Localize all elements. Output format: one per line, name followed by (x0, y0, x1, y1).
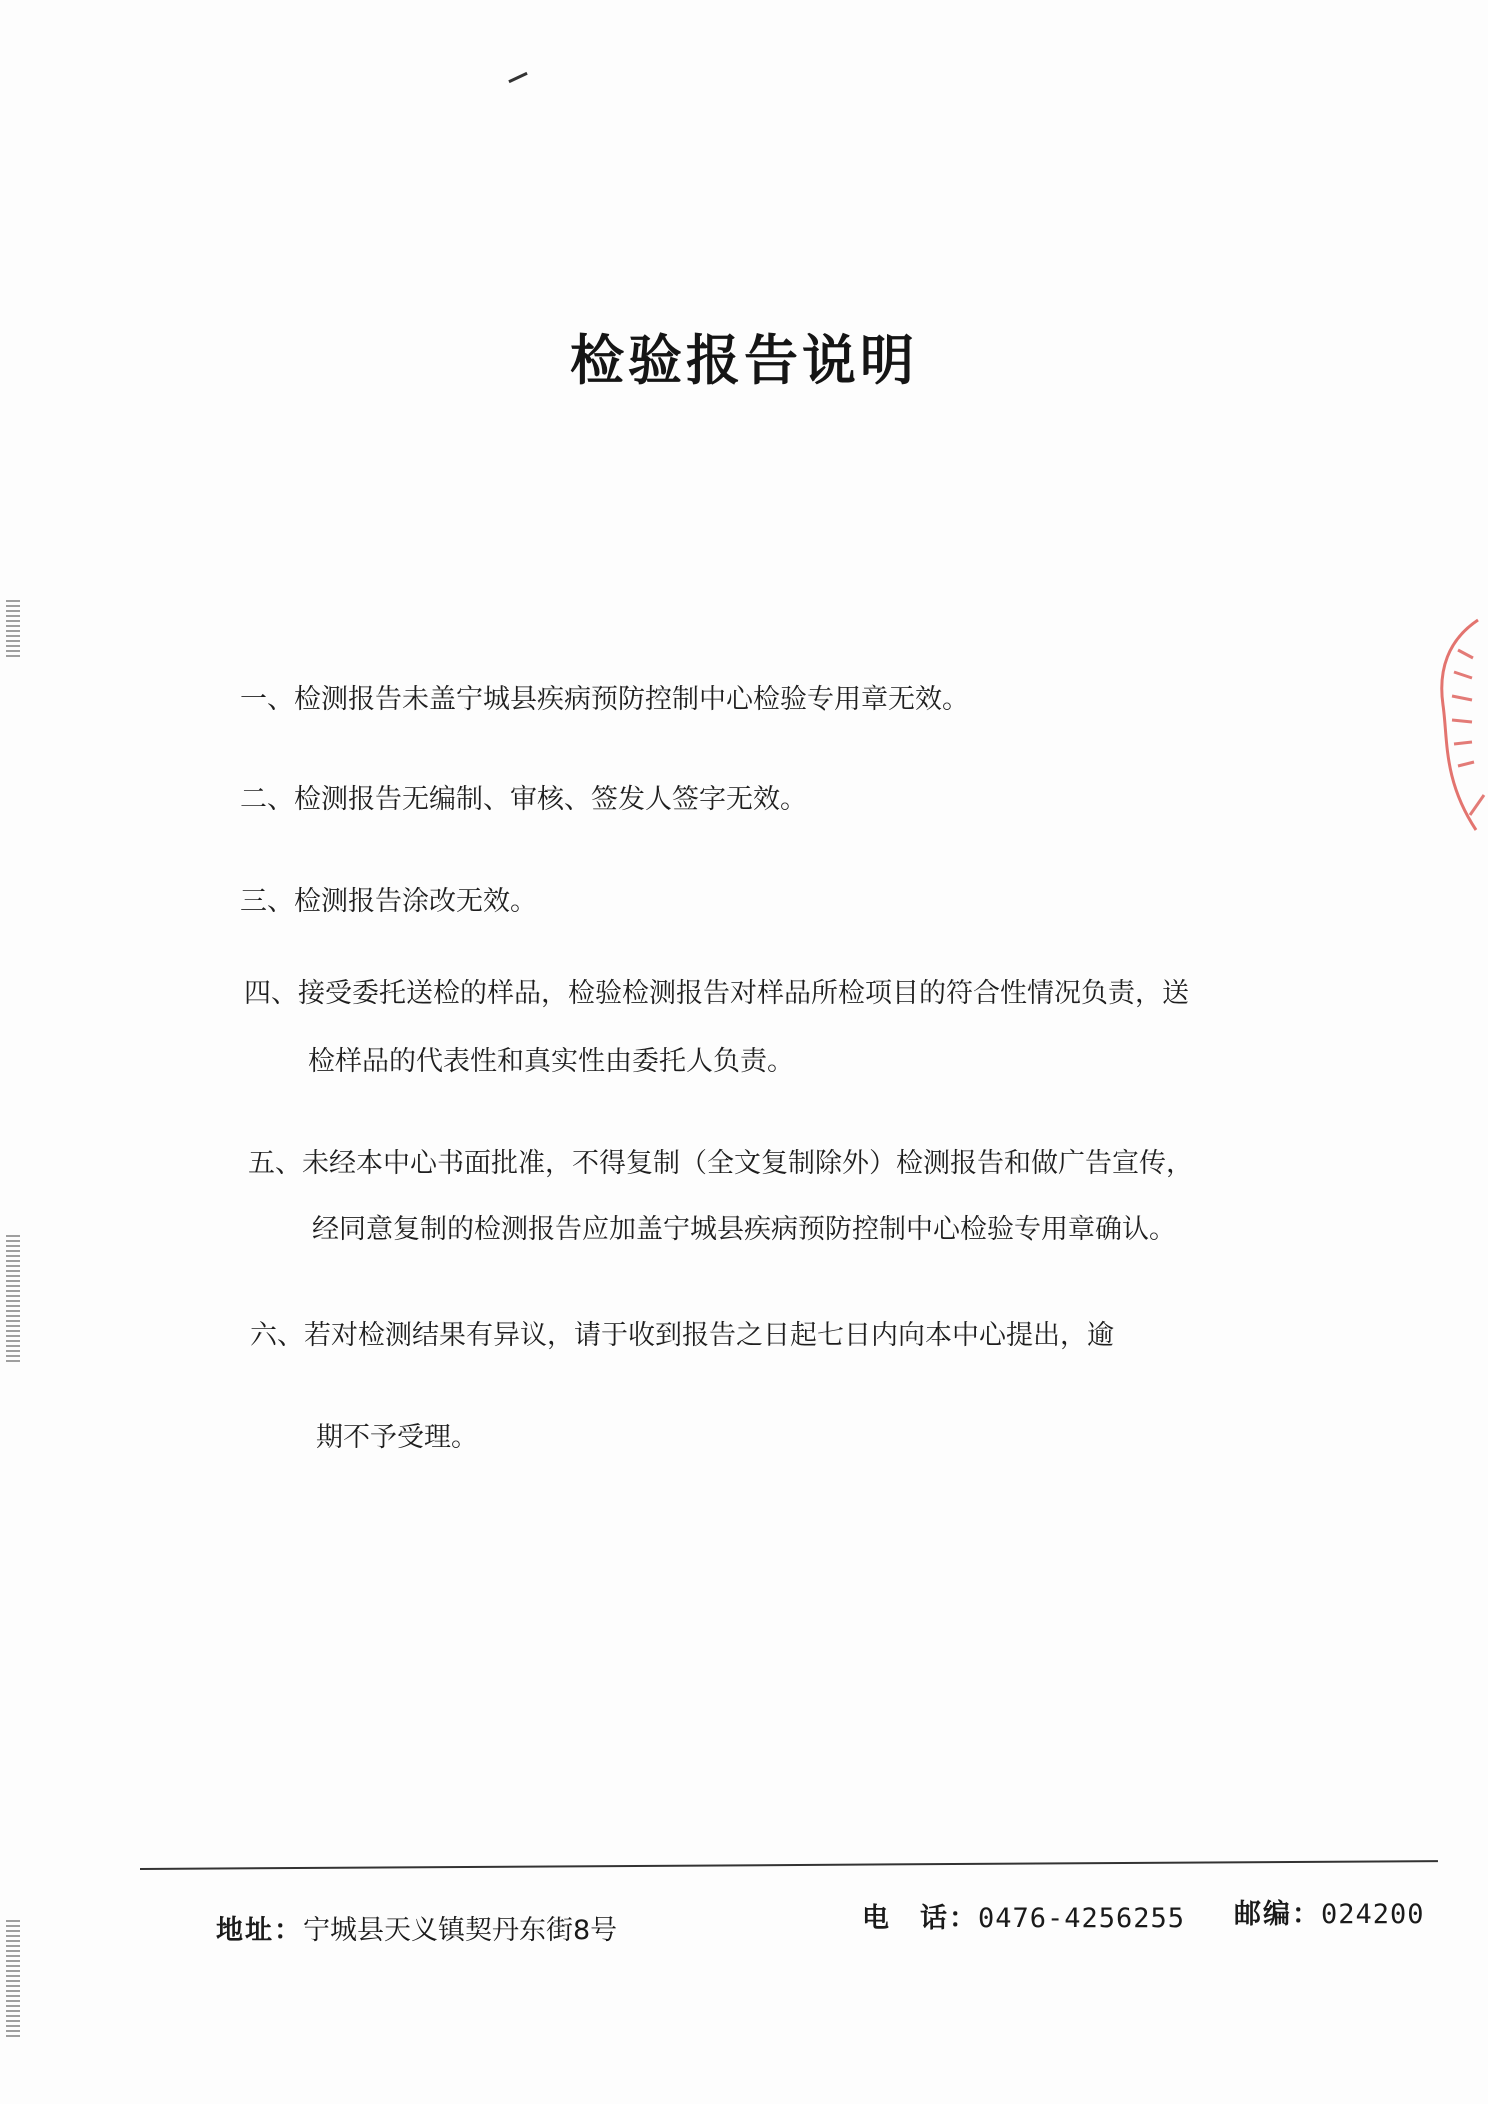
clause-number: 五、 (248, 1148, 302, 1179)
postcode-value: 024200 (1321, 1899, 1425, 1930)
clause-6 (250, 1318, 1114, 1354)
phone-value: 0476-4256255 (978, 1903, 1186, 1934)
clause-4-continuation: 检样品的代表性和真实性由委托人负责。 (308, 1046, 794, 1077)
clause-5 (248, 1146, 1193, 1182)
footer-postcode (1234, 1898, 1425, 1932)
clause-5-continuation: 经同意复制的检测报告应加盖宁城县疾病预防控制中心检验专用章确认。 (312, 1214, 1176, 1245)
clause-text: 检测报告涂改无效。 (294, 886, 537, 917)
footer-address (216, 1914, 617, 1948)
scan-edge-mark (6, 1235, 20, 1365)
red-stamp-edge (1418, 610, 1488, 860)
phone-label: 电 话： (862, 1903, 978, 1934)
clause-1 (240, 682, 969, 718)
clause-text: 检测报告未盖宁城县疾病预防控制中心检验专用章无效。 (294, 684, 969, 715)
footer-phone (862, 1902, 1185, 1936)
clause-text: 检测报告无编制、审核、签发人签字无效。 (294, 784, 807, 815)
clause-number: 一、 (240, 684, 294, 715)
clause-number: 三、 (240, 886, 294, 917)
page-title: 检验报告说明 (570, 329, 918, 392)
clause-text: 未经本中心书面批准，不得复制（全文复制除外）检测报告和做广告宣传， (302, 1148, 1193, 1179)
scan-edge-mark (6, 600, 20, 660)
footer-divider (140, 1860, 1438, 1870)
clause-text: 若对检测结果有异议，请于收到报告之日起七日内向本中心提出，逾 (304, 1320, 1114, 1351)
clause-4 (244, 976, 1189, 1012)
clause-3 (240, 884, 537, 920)
clause-number: 二、 (240, 784, 294, 815)
clause-2 (240, 782, 807, 818)
clause-6-continuation: 期不予受理。 (316, 1422, 478, 1453)
postcode-label: 邮编： (1234, 1899, 1321, 1930)
clause-text: 接受委托送检的样品，检验检测报告对样品所检项目的符合性情况负责，送 (298, 978, 1189, 1009)
address-value: 宁城县天义镇契丹东街8号 (303, 1915, 618, 1946)
scan-speck (508, 72, 527, 83)
clause-number: 六、 (250, 1320, 304, 1351)
address-label: 地址： (216, 1915, 303, 1946)
scan-edge-mark (6, 1920, 20, 2040)
clause-number: 四、 (244, 978, 298, 1009)
